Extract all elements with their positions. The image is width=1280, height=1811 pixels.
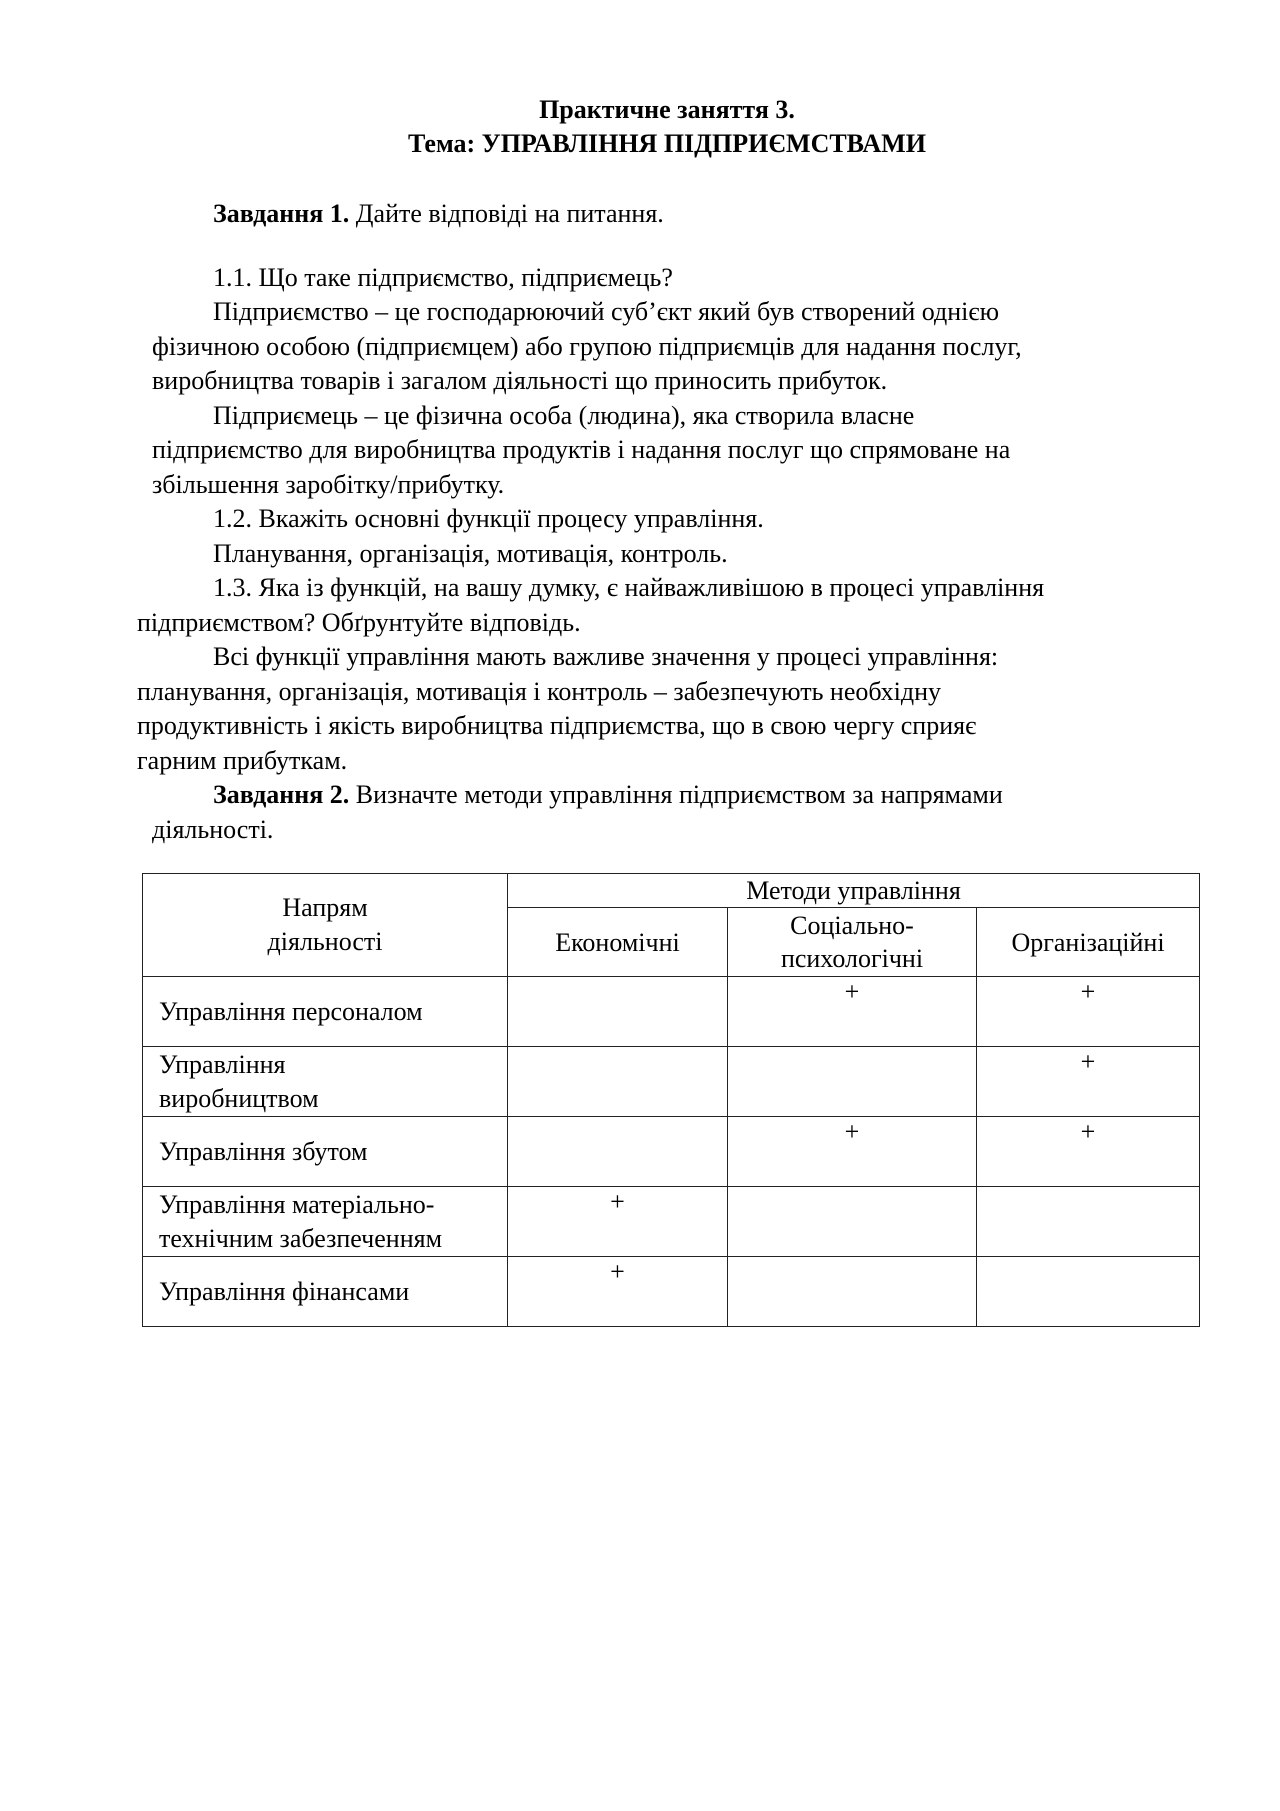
- column-header-organizational: Організаційні: [977, 908, 1200, 977]
- column-header-social-psychological: [728, 908, 977, 977]
- task1-text: Дайте відповіді на питання.: [349, 199, 664, 228]
- answer-1-1-entrepreneur-line: Підприємець – це фізична особа (людина), яка створила власне: [213, 401, 915, 430]
- cell-economic: [508, 1047, 728, 1117]
- task2-text-continued: діяльності.: [152, 815, 274, 844]
- cell-economic: [508, 977, 728, 1047]
- direction-header: [143, 874, 508, 977]
- task1-label: Завдання 1.: [213, 199, 350, 228]
- table-row: [143, 1187, 1200, 1257]
- cell-organizational: +: [977, 1047, 1200, 1117]
- row-label: [143, 1117, 508, 1187]
- answer-1-3-line: гарним прибуткам.: [137, 746, 348, 775]
- row-label-line: Управління фінансами: [159, 1276, 410, 1306]
- cell-economic: +: [508, 1187, 728, 1257]
- row-label: [143, 977, 508, 1047]
- task2-label: Завдання 2.: [213, 780, 350, 809]
- question-1-2: 1.2. Вкажіть основні функції процесу управління.: [213, 504, 764, 533]
- cell-social: [728, 1047, 977, 1117]
- row-label-line: Управління: [159, 1049, 286, 1079]
- task2-paragraph: [213, 778, 1185, 813]
- answer-1-3-line: Всі функції управління мають важливе значення у процесі управління:: [213, 642, 999, 671]
- row-label: [143, 1257, 508, 1327]
- answer-1-3-line: продуктивність і якість виробництва підприємства, що в свою чергу сприяє: [137, 711, 977, 740]
- table-row: [143, 977, 1200, 1047]
- management-methods-table: [142, 873, 1200, 1327]
- task2-text: Визначте методи управління підприємством за напрямами: [349, 780, 1003, 809]
- page-topic: Тема: УПРАВЛІННЯ ПІДПРИЄМСТВАМИ: [408, 129, 926, 158]
- methods-header: Методи управління: [508, 874, 1200, 908]
- cell-organizational: +: [977, 977, 1200, 1047]
- cell-social: +: [728, 1117, 977, 1187]
- table-row: [143, 1117, 1200, 1187]
- question-1-3-line: підприємством? Обґрунтуйте відповідь.: [137, 608, 581, 637]
- row-label: [143, 1187, 508, 1257]
- table-header-row: [143, 874, 1200, 908]
- answer-1-1-entrepreneur-line: збільшення заробітку/прибутку.: [152, 470, 505, 499]
- column-header-line: Соціально-: [790, 911, 914, 940]
- task1-paragraph: [213, 197, 664, 232]
- answer-1-1-enterprise-line: виробництва товарів і загалом діяльності що приносить прибуток.: [152, 366, 888, 395]
- cell-social: [728, 1187, 977, 1257]
- direction-header-line: діяльності: [267, 927, 383, 956]
- row-label-line: технічним забезпеченням: [159, 1223, 443, 1253]
- question-1-3-line: 1.3. Яка із функцій, на вашу думку, є найважливішою в процесі управління: [213, 573, 1045, 602]
- table-row: [143, 1257, 1200, 1327]
- column-header-economic: Економічні: [508, 908, 728, 977]
- row-label-line: Управління матеріально-: [159, 1189, 435, 1219]
- row-label-line: Управління персоналом: [159, 996, 423, 1026]
- cell-social: +: [728, 977, 977, 1047]
- cell-social: [728, 1257, 977, 1327]
- row-label: [143, 1047, 508, 1117]
- column-header-line: психологічні: [780, 944, 924, 973]
- cell-economic: [508, 1117, 728, 1187]
- answer-1-3-line: планування, організація, мотивація і контроль – забезпечують необхідну: [137, 677, 941, 706]
- answer-1-1-entrepreneur-line: підприємство для виробництва продуктів і надання послуг що спрямоване на: [152, 435, 1011, 464]
- table-row: [143, 1047, 1200, 1117]
- cell-organizational: [977, 1187, 1200, 1257]
- page-title: Практичне заняття 3.: [539, 95, 795, 124]
- answer-1-1-enterprise-line: фізичною особою (підприємцем) або групою підприємців для надання послуг,: [152, 332, 1022, 361]
- question-1-1: 1.1. Що таке підприємство, підприємець?: [213, 263, 673, 292]
- cell-organizational: [977, 1257, 1200, 1327]
- answer-1-1-enterprise-line: Підприємство – це господарюючий суб’єкт який був створений однією: [213, 297, 999, 326]
- cell-organizational: +: [977, 1117, 1200, 1187]
- cell-economic: +: [508, 1257, 728, 1327]
- answer-1-2: Планування, організація, мотивація, контроль.: [213, 539, 728, 568]
- direction-header-line: Напрям: [282, 893, 368, 922]
- row-label-line: виробництвом: [159, 1083, 319, 1113]
- row-label-line: Управління збутом: [159, 1136, 368, 1166]
